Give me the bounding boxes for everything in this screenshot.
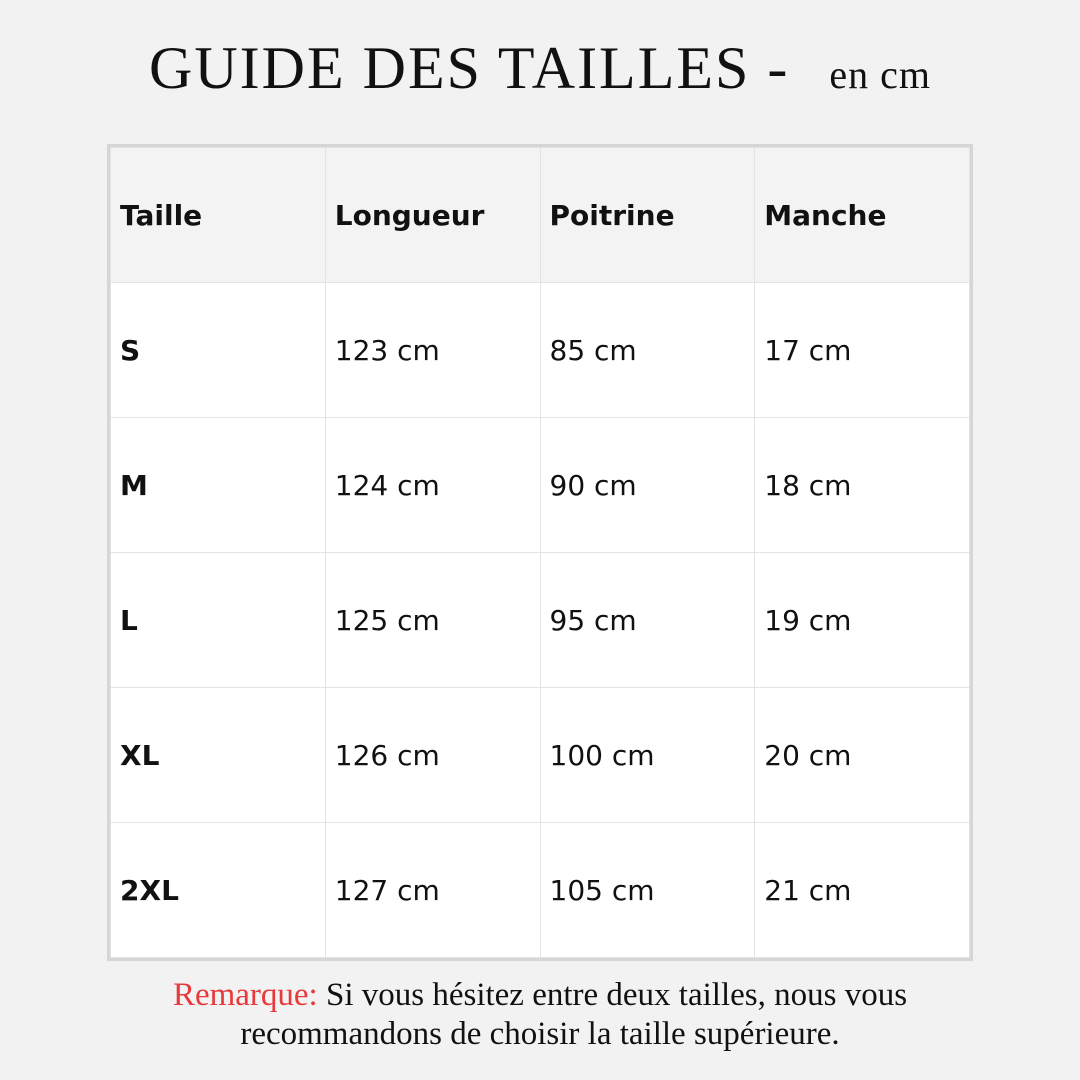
- chest-cell: 90 cm: [540, 418, 755, 553]
- size-cell: XL: [111, 688, 326, 823]
- length-cell: 123 cm: [325, 283, 540, 418]
- header-manche: Manche: [755, 148, 970, 283]
- length-cell: 127 cm: [325, 823, 540, 958]
- header-poitrine: Poitrine: [540, 148, 755, 283]
- size-cell: L: [111, 553, 326, 688]
- sleeve-cell: 21 cm: [755, 823, 970, 958]
- table-row: [111, 688, 970, 823]
- remark-label: Remarque:: [172, 977, 318, 1013]
- size-cell: M: [111, 418, 326, 553]
- table-row: [111, 553, 970, 688]
- size-chart-table: [107, 144, 973, 961]
- title-unit-text: en cm: [829, 52, 931, 97]
- sleeve-cell: 18 cm: [755, 418, 970, 553]
- length-cell: 125 cm: [325, 553, 540, 688]
- chest-cell: 85 cm: [540, 283, 755, 418]
- size-cell: S: [111, 283, 326, 418]
- header-taille: Taille: [111, 148, 326, 283]
- remark-text-1: Si vous hésitez entre deux tailles, nous vous: [325, 977, 908, 1013]
- size-cell: 2XL: [111, 823, 326, 958]
- remark-line-1: [0, 976, 1080, 1015]
- remark-note: [0, 976, 1080, 1054]
- length-cell: 126 cm: [325, 688, 540, 823]
- sleeve-cell: 20 cm: [755, 688, 970, 823]
- chest-cell: 105 cm: [540, 823, 755, 958]
- chest-cell: 95 cm: [540, 553, 755, 688]
- title-main-text: GUIDE DES TAILLES -: [149, 35, 790, 101]
- table-header-row: [111, 148, 970, 283]
- page-title: [0, 34, 1080, 103]
- length-cell: 124 cm: [325, 418, 540, 553]
- table-row: [111, 418, 970, 553]
- header-longueur: Longueur: [325, 148, 540, 283]
- chest-cell: 100 cm: [540, 688, 755, 823]
- sleeve-cell: 17 cm: [755, 283, 970, 418]
- table-row: [111, 283, 970, 418]
- remark-line-2: recommandons de choisir la taille supérieure.: [240, 1016, 840, 1052]
- table-row: [111, 823, 970, 958]
- sleeve-cell: 19 cm: [755, 553, 970, 688]
